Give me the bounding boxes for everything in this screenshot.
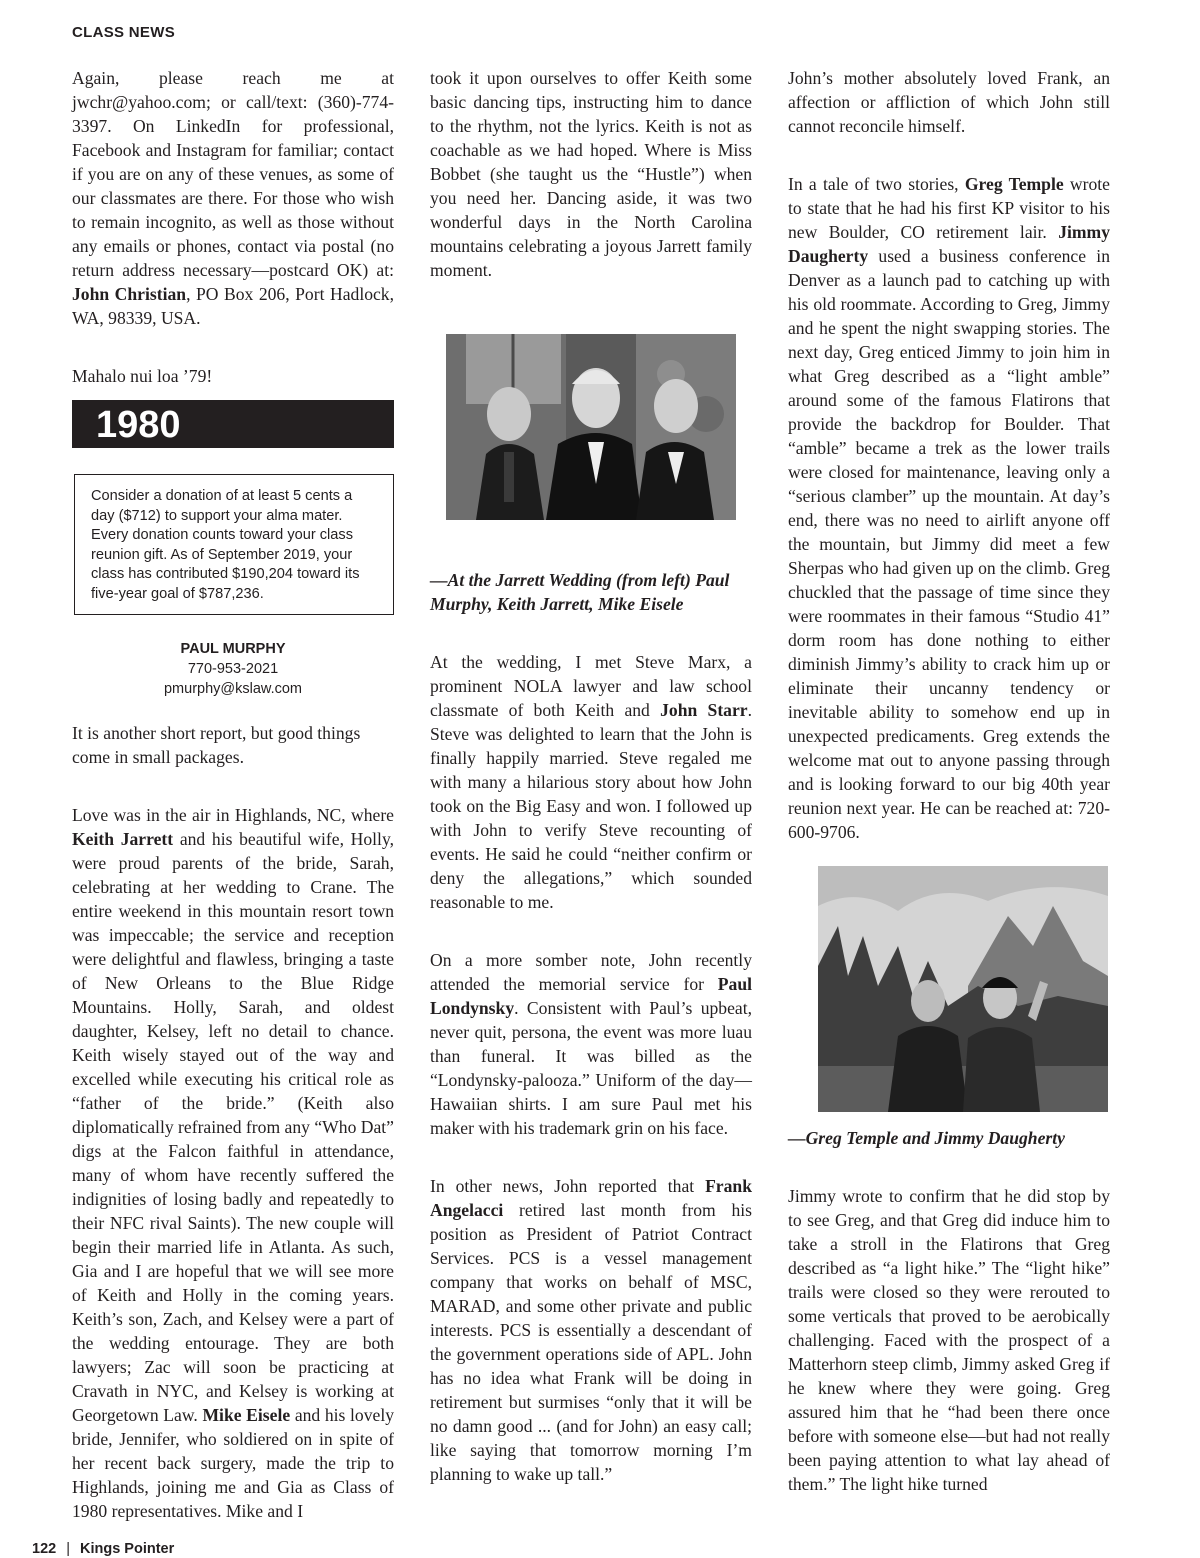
text-run: Love was in the air in Highlands, NC, where [72, 805, 394, 825]
bold-name: Keith Jarrett [72, 829, 174, 849]
text-run: used a business conference in Denver as a launch pad to catching up with his old roommate. According to Greg, Jimmy and he spent the night swapping stories. The next day, Greg enticed Jimmy to join him in what Greg described as a “light amble” around some of the famous Flatirons that provide the backdrop for Boulder. That “amble” became a trek as the lower trails were closed for maintenance, leaving only a “serious clamber” up the mountain. At day’s end, there was no need to airlift anyone off the mountain, but Jimmy did meet a few Sherpas who had given up on the climb. Greg chuckled that the passage of time since they were roommates in their famous “Studio 41” dorm room has done nothing to either diminish Jimmy’s ability to crack him up or eliminate their uncanny tendency or inevitable ability to somehow end up in unexpected predicaments. Greg extends the welcome mat out to anyone passing through and is looking forward to our big 40th year reunion next year. He can be reached at: 720-600-9706. [788, 246, 1110, 842]
paragraph-mahalo: Mahalo nui loa ’79! [72, 366, 213, 386]
contact-email: pmurphy@kslaw.com [163, 681, 302, 697]
donation-box: Consider a donation of at least 5 cents a day ($712) to support your alma mater. Every donation counts toward your class reunion gift. As of September 2019, your class has contributed $190,204 toward its five-year goal of $787,236. [74, 474, 394, 615]
paragraph-wedding [72, 803, 394, 1523]
paragraph-steve-marx [430, 650, 752, 914]
section-label: CLASS NEWS [72, 24, 176, 41]
contact-name: PAUL MURPHY [180, 641, 286, 657]
text-run: wrote to state that he had his first KP visitor to his new Boulder, CO retirement lair. [788, 174, 1110, 242]
wedding-photo [446, 334, 736, 520]
caption-hike: —Greg Temple and Jimmy Daugherty [788, 1128, 1065, 1148]
text-run: In a tale of two stories, [788, 174, 965, 194]
paragraph-dancing: took it upon ourselves to offer Keith some basic dancing tips, instructing him to dance to the rhythm, not the lyrics. Keith is not as coachable as we had hoped. Where is Miss Bobbet (she taught us the “Hustle”) when you need her. Dancing aside, it was two wonderful days in the North Carolina mountains celebrating a joyous Jarrett family moment. [430, 68, 752, 280]
text-run: On a more somber note, John recently attended the memorial service for [430, 950, 752, 994]
wedding-photo-image [446, 334, 736, 520]
text-run: . Steve was delighted to learn that the John is finally happily married. Steve regaled me with many a hilarious story about how John took on the Big Easy and won. I followed up with John to verify Steve recounting of events. He said he could “neither confirm or deny the allegations,” which sounded reasonable to me. [430, 700, 752, 912]
paragraph-jimmy-confirm: Jimmy wrote to confirm that he did stop by to see Greg, and that Greg did induce him to take a stroll in the Flatirons that Greg described as “a light hike.” The “light hike” trails were closed so they were rerouted to some verticals that proved to be aerobically challenging. Faced with the prospect of a Matterhorn steep climb, Jimmy asked Greg if he knew where they were going. Greg assured him that he “had been there once before with someone else—but had not really been paying attention to what lay ahead of them.” The light hike turned [788, 1186, 1110, 1494]
page-number: 122 [32, 1541, 57, 1557]
paragraph-memorial [430, 948, 752, 1140]
bold-name: John Starr [660, 700, 748, 720]
publication-name: Kings Pointer [79, 1541, 175, 1557]
text-run: and his beautiful wife, Holly, were proud parents of the bride, Sarah, celebrating at her wedding to Crane. The entire weekend in this mountain resort town was impeccable; the service and reception were delightful and flawless, bringing a taste of New Orleans to the Blue Ridge Mountains. Holly, Sarah, and oldest daughter, Kelsey, left no detail to chance. Keith wisely stayed out of the way and excelled while executing his critical role as “father of the bride.” (Keith also diplomatically refrained from any “Who Dat” digs at the Falcon faithful in attendance, many of whom have recently suffered the indignities of losing badly and repeatedly to their NFC rival Saints). The new couple will begin their married life in Atlanta. As such, Gia and I are hopeful that we will see more of Keith and Holly in the coming years. Keith’s son, Zach, and Kelsey were a part of the wedding entourage. They are both lawyers; Zac will soon be practicing at Cravath in NYC, and Kelsey is working at Georgetown Law. [72, 829, 394, 1425]
paragraph-short-report: It is another short report, but good things come in small packages. [72, 723, 361, 767]
class-correspondent-contact [72, 639, 394, 699]
paragraph-other-news [430, 1174, 752, 1486]
year-heading: 1980 [96, 404, 181, 446]
caption-wedding: —At the Jarrett Wedding (from left) Paul Murphy, Keith Jarrett, Mike Eisele [430, 570, 730, 614]
page-footer [32, 1541, 174, 1557]
bold-name: Mike Eisele [202, 1405, 291, 1425]
hike-photo [818, 866, 1108, 1112]
year-banner [72, 400, 394, 448]
bold-name: John Christian [72, 284, 187, 304]
text-run: and his lovely bride, Jennifer, who soldiered on in spite of her recent back surgery, made the trip to Highlands, joining me and Gia as Class of 1980 representatives. Mike and I [72, 1405, 395, 1521]
paragraph-mother: John’s mother absolutely loved Frank, an affection or affliction of which John still cannot reconcile himself. [788, 68, 1110, 136]
text-run: Again, please reach me at jwchr@yahoo.com; or call/text: (360)-774-3397. On LinkedIn for professional, Facebook and Instagram for familiar; contact if you are on any of these venues, as some of our classmates are there. For those who wish to remain incognito, as well as those without any emails or phones, contact via postal (no return address necessary—postcard OK) at: [72, 68, 394, 280]
column-3 [788, 66, 1110, 1530]
text-run: , PO Box 206, Port Hadlock, WA, 98339, USA. [72, 284, 395, 328]
paragraph-two-stories [788, 172, 1110, 844]
contact-phone: 770-953-2021 [187, 661, 279, 677]
bold-name: Frank Angelacci [430, 1176, 752, 1220]
text-run: . Consistent with Paul’s upbeat, never quit, persona, the event was more luau than funeral. It was billed as the “Londynsky-palooza.” Uniform of the day—Hawaiian shirts. I am sure Paul met his maker with his trademark grin on his face. [430, 998, 752, 1138]
footer-separator: | [66, 1541, 70, 1557]
bold-name: Paul Londynsky [430, 974, 752, 1018]
paragraph-contact-intro [72, 66, 394, 330]
text-run: retired last month from his position as President of Patriot Contract Services. PCS is a vessel management company that works on behalf of MSC, MARAD, and some other private and public interests. PCS is essentially a descendant of the government operations side of APL. John has no idea what Frank will be doing in retirement but surmises “only that it will be no damn good ... (and for John) an easy call; like saying that tomorrow morning I’m planning to wake up tall.” [430, 1200, 752, 1484]
column-1 [72, 66, 394, 1557]
text-run: In other news, John reported that [430, 1176, 706, 1196]
hike-photo-image [818, 866, 1108, 1112]
bold-name: Jimmy Daugherty [788, 222, 1110, 266]
text-run: At the wedding, I met Steve Marx, a prominent NOLA lawyer and law school classmate of both Keith and [430, 652, 752, 720]
bold-name: Greg Temple [964, 174, 1064, 194]
column-2 [430, 66, 752, 1520]
